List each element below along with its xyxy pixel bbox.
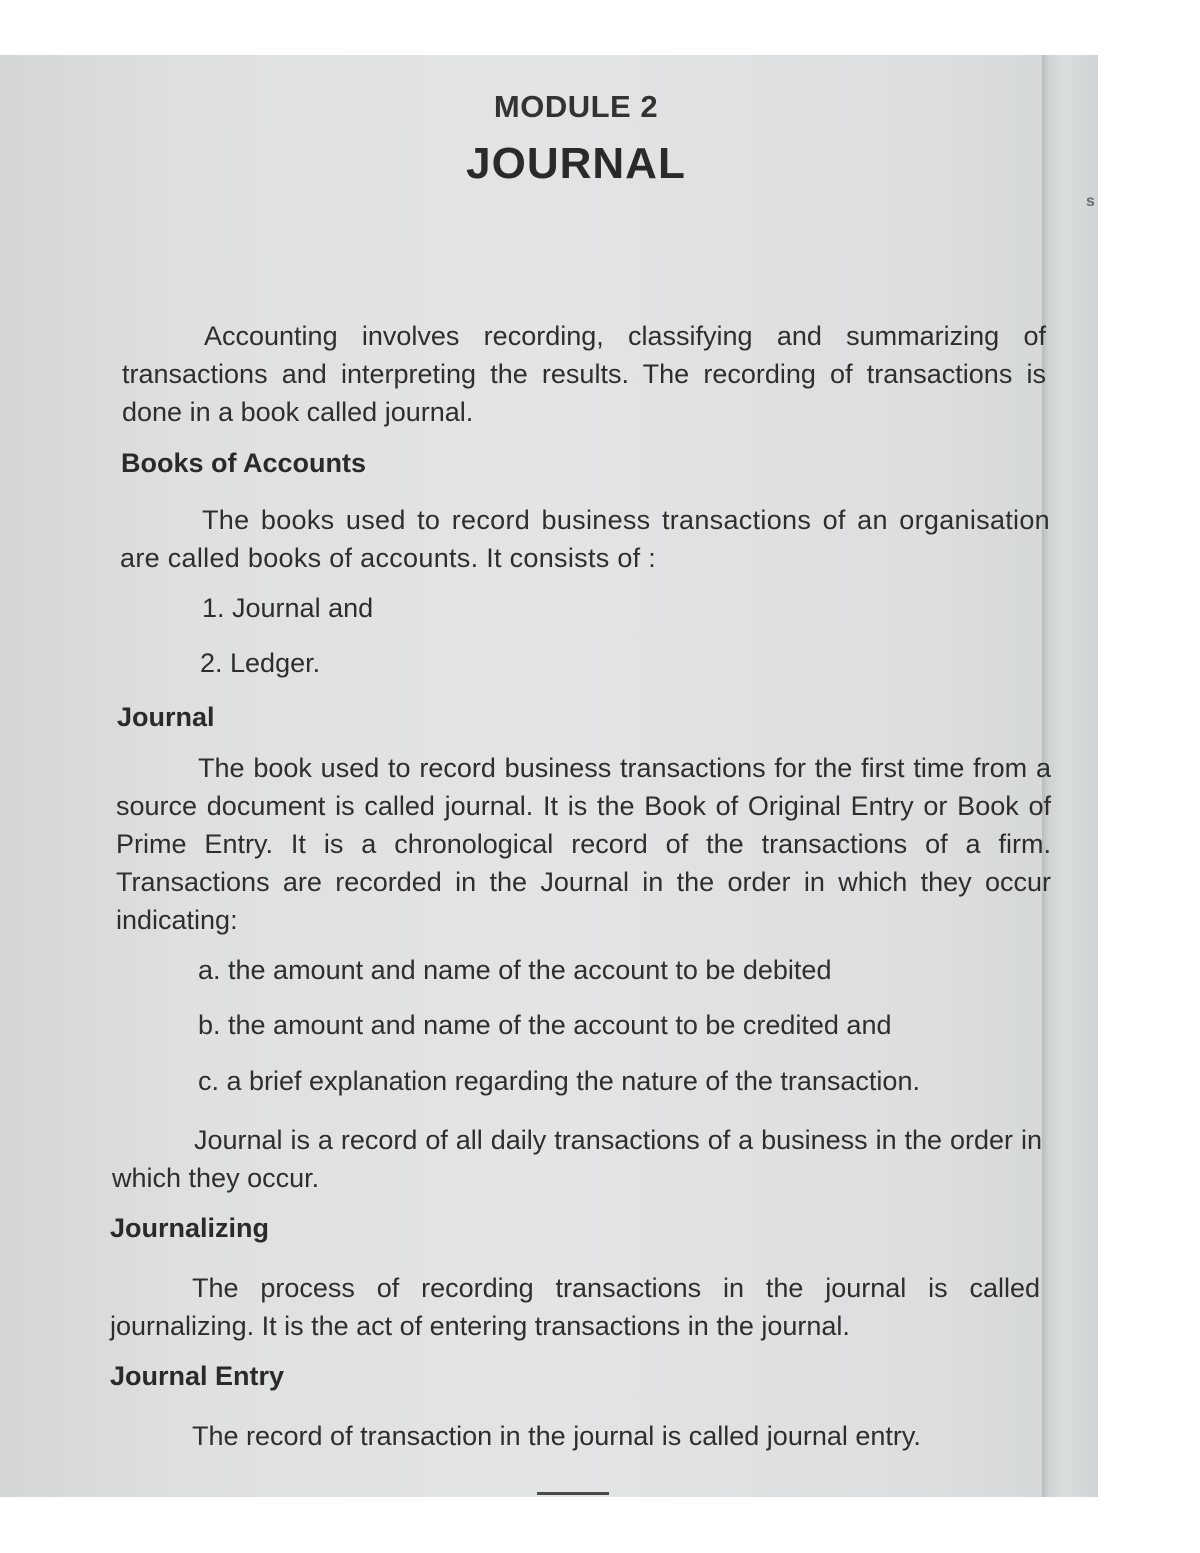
scanned-page-photo [0,55,1098,1497]
edge-mark: s [1086,193,1095,210]
list-item-a: a. the amount and name of the account to be debited [198,955,832,985]
heading-journalizing: Journalizing [110,1213,270,1243]
books-paragraph [120,501,1050,577]
page-title: JOURNAL [466,139,686,188]
journalizing-paragraph [110,1269,1040,1345]
list-item-c: c. a brief explanation regarding the nature of the transaction. [198,1066,920,1096]
journal-entry-paragraph [110,1417,1040,1455]
list-item-journal: 1. Journal and [202,593,374,623]
list-item-ledger: 2. Ledger. [200,648,321,678]
journalizing-text: The process of recording transactions in the journal is called journalizing. It is the act of entering transactions in the journal. [110,1273,1040,1341]
journal-closing-paragraph [112,1121,1042,1197]
journal-text: The book used to record business transactions for the first time from a source document is called journal. It is the Book of Original Entry or Book of Prime Entry. It is a chronological record of the transactions of a firm. Transactions are recorded in the Journal in the order in which they occur indicating: [116,753,1051,935]
heading-books-of-accounts: Books of Accounts [121,448,367,478]
list-item-b: b. the amount and name of the account to be credited and [198,1010,892,1040]
journal-paragraph [116,749,1051,939]
heading-journal-entry: Journal Entry [110,1361,285,1391]
footer-rule [537,1492,609,1495]
document-page [0,55,1051,1497]
journal-entry-text: The record of transaction in the journal is called journal entry. [192,1421,921,1451]
books-text: The books used to record business transactions of an organisation are called books of accounts. It consists of : [120,505,1050,573]
intro-text: Accounting involves recording, classifying and summarizing of transactions and interpreting the results. The recording of transactions is done in a book called journal. [122,321,1046,427]
journal-closing-text: Journal is a record of all daily transactions of a business in the order in which they occur. [112,1125,1042,1193]
module-label: MODULE 2 [493,89,659,124]
intro-paragraph [122,317,1046,431]
heading-journal: Journal [117,702,215,732]
